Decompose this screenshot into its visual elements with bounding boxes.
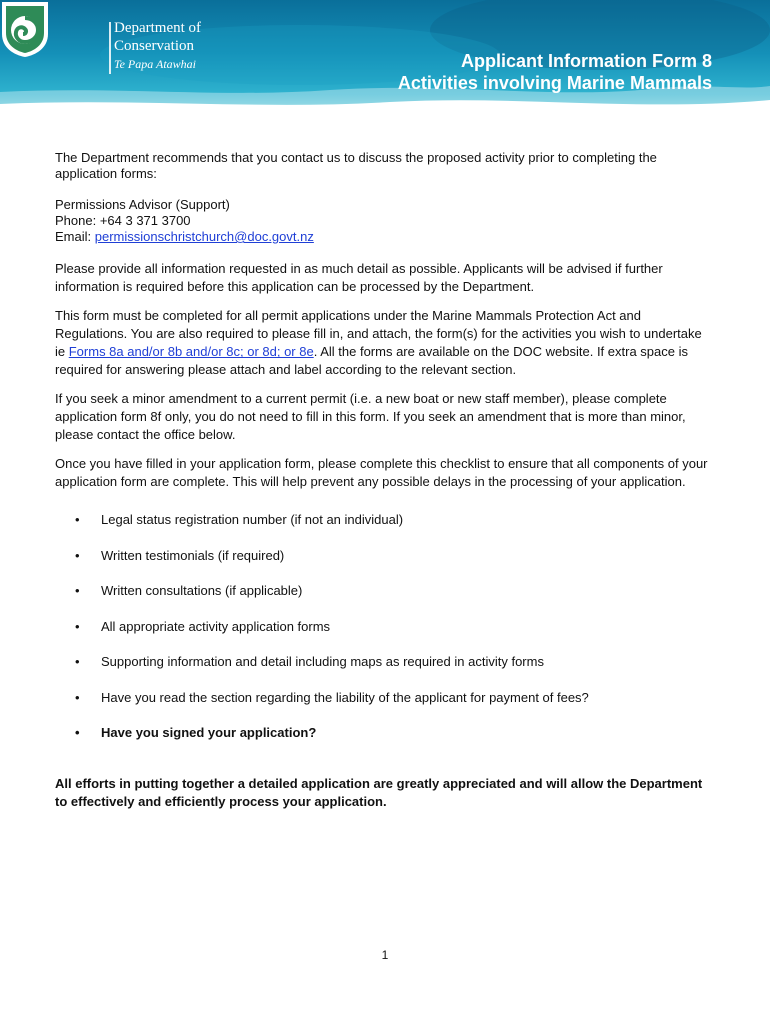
contact-email-link[interactable]: permissionschristchurch@doc.govt.nz: [94, 229, 314, 244]
form-title-line-1: Applicant Information Form 8: [460, 51, 712, 71]
forms-paragraph-start: This form must be completed for all permit applications under the Marine Mammals Protection Act and Regulations. You are also required to please fill in, and attach, the form(s) for the activities you wish to undertake ie: [55, 307, 702, 360]
org-line-1: Department of: [114, 20, 202, 36]
checklist-item-signed: • Have you signed your application?: [55, 724, 715, 760]
header-banner: [0, 0, 770, 118]
contact-block: [55, 197, 715, 245]
page-number: 1: [381, 948, 389, 962]
form-title: [398, 50, 712, 94]
contact-phone: Phone: +64 3 371 3700: [55, 213, 191, 228]
amendment-paragraph: If you seek a minor amendment to a current permit (i.e. a new boat or new staff member), please complete application form 8f only, you do not need to fill in this form. If you seek an amendment that is more than minor, please contact the office below.: [55, 390, 686, 443]
contact-email-label: Email:: [55, 229, 95, 244]
logo-divider: [109, 22, 111, 74]
checklist-item: • Have you read the section regarding the liability of the applicant for payment of fees?: [55, 689, 715, 725]
checklist-item: • Legal status registration number (if not an individual): [55, 511, 715, 547]
detail-paragraph: Please provide all information requested in as much detail as possible. Applicants will be advised if further information is required before this application can be processed by the Department.: [55, 261, 663, 295]
forms-link[interactable]: Forms 8a and/or 8b and/or 8c; or 8d; or 8e: [68, 344, 314, 360]
forms-paragraph: [55, 307, 715, 380]
closing-statement: All efforts in putting together a detailed application are greatly appreciated and will allow the Department to effectively and efficiently process your application.: [55, 775, 703, 809]
doc-logo-icon: [0, 0, 50, 58]
contact-name: Permissions Advisor (Support): [55, 197, 230, 212]
intro-paragraph: The Department recommends that you contact us to discuss the proposed activity prior to completing the application forms:: [55, 150, 657, 181]
org-line-3: Te Papa Atawhai: [114, 57, 197, 71]
form-title-line-2: Activities involving Marine Mammals: [397, 73, 712, 93]
contact-email-row: [55, 229, 715, 245]
checklist-item: • All appropriate activity application forms: [55, 618, 715, 654]
forms-paragraph-end: . All the forms are available on the DOC website. If extra space is required for answering please attach and label according to the relevant section.: [55, 344, 688, 378]
org-name: [114, 20, 201, 72]
checklist-intro: Once you have filled in your application form, please complete this checklist to ensure that all components of your application form are complete. This will help prevent any possible delays in the processing of your application.: [55, 455, 708, 489]
checklist: [55, 511, 715, 760]
checklist-item: • Supporting information and detail including maps as required in activity forms: [55, 653, 715, 689]
org-line-2: Conservation: [114, 38, 194, 54]
checklist-item: • Written consultations (if applicable): [55, 582, 715, 618]
checklist-item: • Written testimonials (if required): [55, 547, 715, 583]
document-body: [55, 150, 715, 811]
